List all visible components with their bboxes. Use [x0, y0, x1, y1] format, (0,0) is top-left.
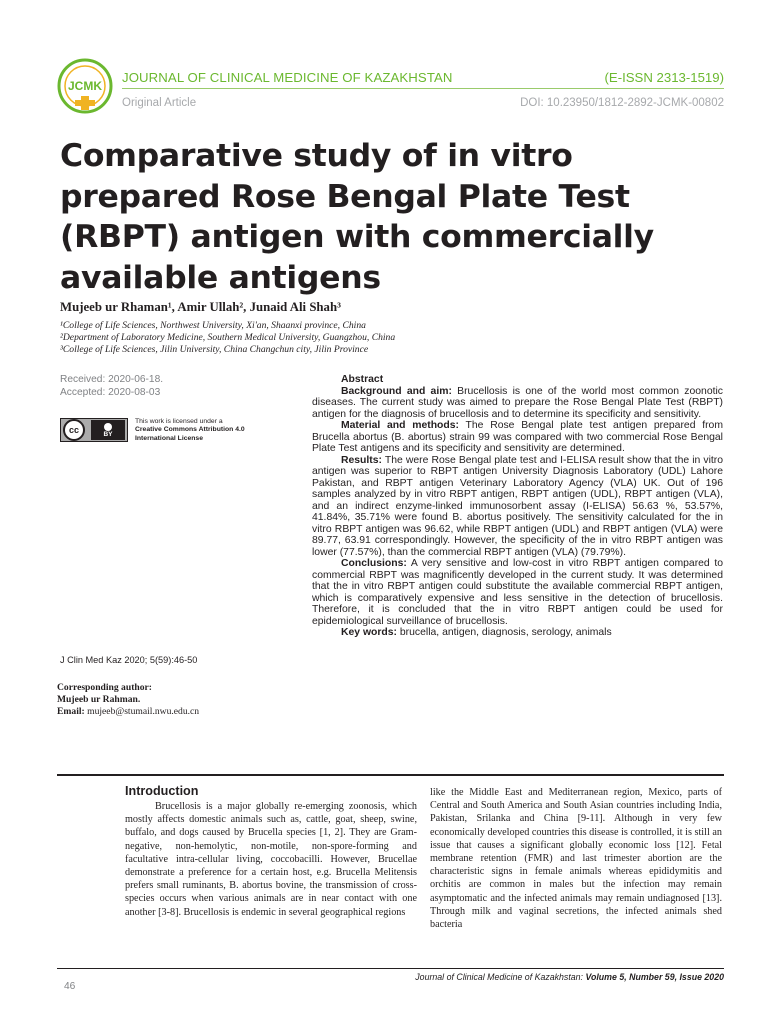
- title-line: available antigens: [60, 259, 381, 296]
- introduction-heading: Introduction: [125, 784, 199, 798]
- corresponding-author: Corresponding author: Mujeeb ur Rahman. Email: mujeeb@stumail.nwu.edu.cn: [57, 682, 200, 717]
- page-number: 46: [64, 981, 76, 992]
- authors: Mujeeb ur Rhaman¹, Amir Ullah², Junaid Ali Shah³: [60, 300, 341, 314]
- section-divider: [57, 774, 724, 776]
- cc-icon: cc: [63, 419, 85, 441]
- article-title: [60, 136, 740, 298]
- by-icon: BY: [91, 420, 125, 440]
- abstract-results: Results: The were Rose Bengal plate test and I-ELISA result show that the in vitro antigen was superior to RBPT antigen University Diagnosis Laboratory (UDL) Lahore Pakistan, and RBPT antigen Veterinary Laboratory Agency (VLA) UK. Out of 196 samples analyzed by in vitro RBPT antigen, RBPT antigen (UDL), RBPT antigen (VLA), and an indirect enzyme-linked immunosorbent assay (I-ELISA) 56.63 %, 53.57%, 41.84%, 35.71% were found B. abortus positively. The sensitivity calculated for the in vitro RBPT antigen was 96.62, while RBPT antigen (UDL) and RBPT antigen (VLA) were 89.77, 63.91 correspondingly. However, the specificity of the in vitro RBPT antigen was lower (77.57%), than the commercial RBPT antigen (VLA) (79.79%).: [312, 454, 724, 558]
- body-paragraph: Brucellosis is a major globally re-emerging zoonosis, which mostly affects domestic animals such as, cattle, goat, sheep, swine, buffalo, and dogs caused by Brucella species [1, 2]. They are Gram-negative, non-hemolytic, non-motile, non-spore-forming and facultative intra-cellular living, coccobacilli. However, Brucellae demonstrate a preference for a certain host, e.g. Brucella Melitensis prefers small ruminants, B. abortus bovine, the transmission of cross-species occurs when various animals are in near contact with one another [3-8]. Brucellosis is endemic in several geographical regions: [125, 801, 417, 918]
- body-column-right: [430, 786, 722, 931]
- body-paragraph: like the Middle East and Mediterranean region, Mexico, parts of Central and South America and South Asian countries including India, Pakistan, Srilanka and China [9-11]. Although in very few economically developed countries this disease is controlled, it is still an issue that causes a significant globally economic loss [12]. Fetal membrane retention (FMR) and last trimester abortion are the characteristic signs in female animals whereas epididymitis and orchitis are common in males but the infection may remain asymptomatic and the infected animals may remain undiagnosed [13]. Through milk and vaginal secretions, the infected animals shed bacteria: [430, 787, 722, 931]
- affiliation-2: ²Department of Laboratory Medicine, Southern Medical University, Guangzhou, China: [60, 332, 396, 343]
- body-column-left: [125, 800, 417, 919]
- abstract-keywords: Key words: brucella, antigen, diagnosis, serology, animals: [341, 627, 612, 638]
- abstract-methods: Material and methods: The Rose Bengal plate test antigen prepared from Brucella abortus (B. abortus) strain 99 was compared with two commercial Rose Bengal Plate Test antigens and its specificity and sensitivity are determined.: [312, 420, 723, 454]
- journal-logo: [57, 58, 113, 114]
- title-line: prepared Rose Bengal Plate Test: [60, 178, 630, 215]
- license-text: This work is licensed under a Creative Commons Attribution 4.0 International License: [135, 418, 245, 442]
- email-link[interactable]: mujeeb@stumail.nwu.edu.cn: [87, 705, 200, 717]
- abstract: [312, 374, 723, 639]
- logo-text: JCMK: [67, 79, 103, 93]
- person-icon: [104, 423, 112, 431]
- affiliation-1: ¹College of Life Sciences, Northwest University, Xi'an, Shaanxi province, China: [60, 320, 366, 331]
- citation: J Clin Med Kaz 2020; 5(59):46-50: [60, 655, 198, 665]
- cc-license-badge[interactable]: [60, 418, 128, 442]
- abstract-background: Background and aim: Brucellosis is one of the world most common zoonotic diseases. The current study was aimed to prepare the Rose Bengal Plate Test (RBPT) antigen for the diagnosis of brucellosis and to determine its specificity and sensitivity.: [312, 385, 723, 420]
- title-line: (RBPT) antigen with commercially: [60, 219, 654, 255]
- affiliation-3: ³College of Life Sciences, Jilin University, China Changchun city, Jilin Province: [60, 344, 369, 355]
- header-divider: [122, 88, 724, 89]
- journal-name: JOURNAL OF CLINICAL MEDICINE OF KAZAKHSTAN: [122, 70, 453, 85]
- footer-journal: Journal of Clinical Medicine of Kazakhstan: Volume 5, Number 59, Issue 2020: [415, 972, 724, 982]
- received-date: Received: 2020-06-18.: [60, 374, 164, 385]
- accepted-date: Accepted: 2020-08-03: [60, 387, 161, 398]
- license-link[interactable]: Creative Commons Attribution 4.0: [135, 426, 245, 434]
- abstract-conclusions: Conclusions: A very sensitive and low-cost in vitro RBPT antigen compared to commercial RBPT was magnificently developed in the current study. It was determined that the in vitro RBPT antigen could substitute the available commercial RBPT antigen, which is comparatively expensive and less sensitive in the detection of brucellosis. Therefore, it is concluded that the in vitro RBPT antigen could be used for epidemiological surveillance of brucellosis.: [312, 558, 723, 627]
- title-line: Comparative study of in vitro: [60, 138, 573, 174]
- abstract-heading: Abstract: [341, 374, 384, 385]
- doi-link[interactable]: DOI: 10.23950/1812-2892-JCMK-00802: [520, 97, 724, 109]
- eissn: (E-ISSN 2313-1519): [604, 70, 724, 85]
- footer-divider: [57, 968, 724, 969]
- article-type: Original Article: [122, 97, 197, 109]
